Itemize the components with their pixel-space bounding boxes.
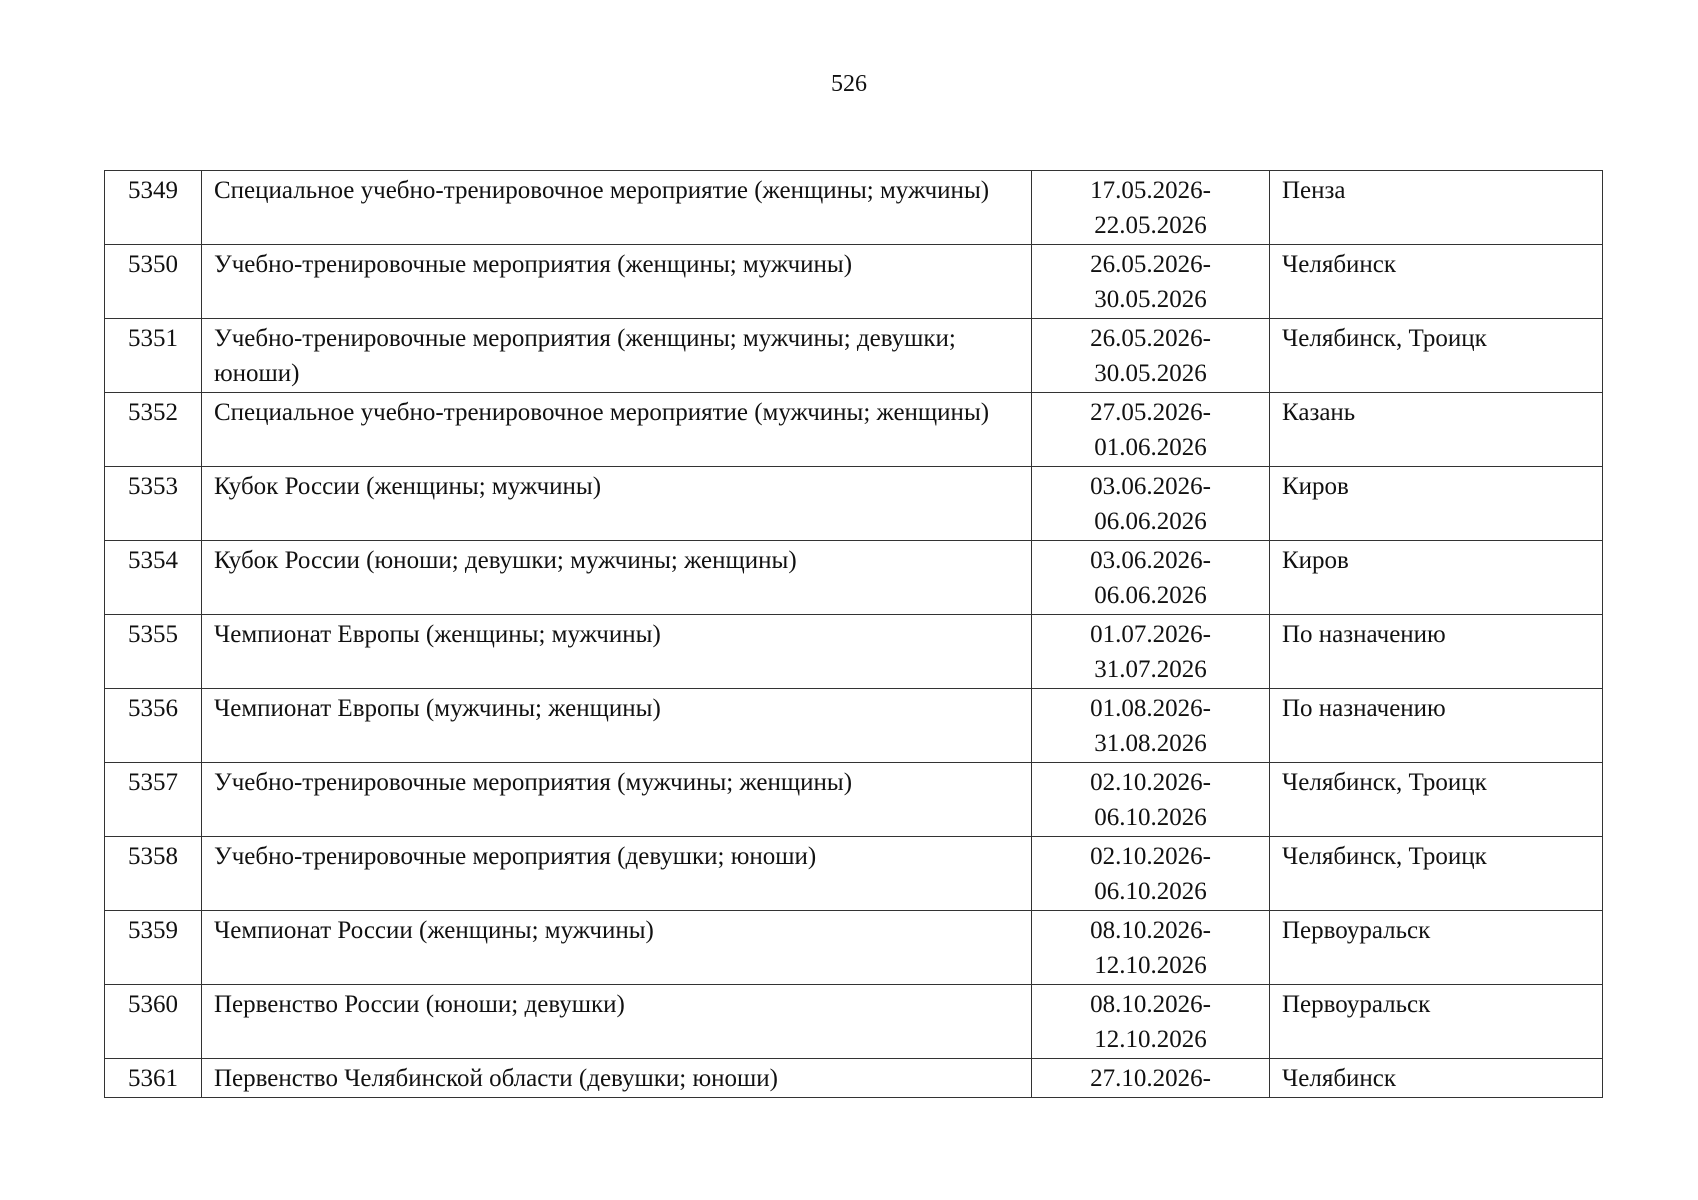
date-start: 26.05.2026- — [1090, 325, 1211, 352]
row-number: 5349 — [105, 171, 202, 245]
date-start: 02.10.2026- — [1090, 843, 1211, 870]
event-name: Учебно-тренировочные мероприятия (девушки; юноши) — [202, 837, 1032, 911]
date-start: 01.08.2026- — [1090, 695, 1211, 722]
event-dates — [1032, 393, 1270, 467]
date-end: 30.05.2026 — [1094, 360, 1207, 387]
event-name: Первенство Челябинской области (девушки; юноши) — [202, 1059, 1032, 1098]
event-dates — [1032, 615, 1270, 689]
event-place: По назначению — [1270, 615, 1603, 689]
event-place: Первоуральск — [1270, 911, 1603, 985]
date-start: 03.06.2026- — [1090, 473, 1211, 500]
date-end: 12.10.2026 — [1094, 952, 1207, 979]
table-row — [105, 837, 1603, 911]
table-row — [105, 763, 1603, 837]
row-number: 5354 — [105, 541, 202, 615]
event-dates — [1032, 1059, 1270, 1098]
row-number: 5356 — [105, 689, 202, 763]
event-dates — [1032, 837, 1270, 911]
date-end: 06.10.2026 — [1094, 878, 1207, 905]
row-number: 5351 — [105, 319, 202, 393]
row-number: 5352 — [105, 393, 202, 467]
event-place: По назначению — [1270, 689, 1603, 763]
events-table — [104, 170, 1603, 1098]
table-row — [105, 985, 1603, 1059]
event-dates — [1032, 763, 1270, 837]
date-end: 22.05.2026 — [1094, 212, 1207, 239]
event-place: Челябинск, Троицк — [1270, 837, 1603, 911]
date-start: 03.06.2026- — [1090, 547, 1211, 574]
table-row — [105, 1059, 1603, 1098]
date-start: 27.05.2026- — [1090, 399, 1211, 426]
date-start: 17.05.2026- — [1090, 177, 1211, 204]
page-number: 526 — [831, 71, 867, 97]
event-dates — [1032, 541, 1270, 615]
event-place: Челябинск — [1270, 1059, 1603, 1098]
row-number: 5355 — [105, 615, 202, 689]
event-dates — [1032, 911, 1270, 985]
table-row — [105, 541, 1603, 615]
event-place: Первоуральск — [1270, 985, 1603, 1059]
date-start: 27.10.2026- — [1090, 1065, 1211, 1092]
event-name: Учебно-тренировочные мероприятия (женщины; мужчины; девушки; юноши) — [202, 319, 1032, 393]
row-number: 5357 — [105, 763, 202, 837]
event-name: Чемпионат России (женщины; мужчины) — [202, 911, 1032, 985]
table-row — [105, 171, 1603, 245]
event-place: Пенза — [1270, 171, 1603, 245]
event-name: Учебно-тренировочные мероприятия (мужчины; женщины) — [202, 763, 1032, 837]
table-row — [105, 245, 1603, 319]
date-end: 01.06.2026 — [1094, 434, 1207, 461]
event-name: Чемпионат Европы (мужчины; женщины) — [202, 689, 1032, 763]
event-dates — [1032, 171, 1270, 245]
row-number: 5358 — [105, 837, 202, 911]
date-end: 31.08.2026 — [1094, 730, 1207, 757]
row-number: 5359 — [105, 911, 202, 985]
event-dates — [1032, 245, 1270, 319]
event-name: Специальное учебно-тренировочное мероприятие (мужчины; женщины) — [202, 393, 1032, 467]
row-number: 5361 — [105, 1059, 202, 1098]
row-number: 5360 — [105, 985, 202, 1059]
date-end: 06.06.2026 — [1094, 508, 1207, 535]
date-start: 26.05.2026- — [1090, 251, 1211, 278]
event-dates — [1032, 985, 1270, 1059]
event-name: Учебно-тренировочные мероприятия (женщины; мужчины) — [202, 245, 1032, 319]
table-row — [105, 615, 1603, 689]
event-place: Киров — [1270, 541, 1603, 615]
event-dates — [1032, 467, 1270, 541]
row-number: 5350 — [105, 245, 202, 319]
table-row — [105, 467, 1603, 541]
event-name: Специальное учебно-тренировочное мероприятие (женщины; мужчины) — [202, 171, 1032, 245]
event-place: Казань — [1270, 393, 1603, 467]
event-name: Кубок России (женщины; мужчины) — [202, 467, 1032, 541]
table-row — [105, 319, 1603, 393]
event-dates — [1032, 319, 1270, 393]
date-start: 08.10.2026- — [1090, 917, 1211, 944]
table-row — [105, 689, 1603, 763]
date-end: 31.07.2026 — [1094, 656, 1207, 683]
date-end: 30.05.2026 — [1094, 286, 1207, 313]
event-place: Челябинск, Троицк — [1270, 763, 1603, 837]
event-name: Первенство России (юноши; девушки) — [202, 985, 1032, 1059]
event-dates — [1032, 689, 1270, 763]
date-start: 01.07.2026- — [1090, 621, 1211, 648]
date-end: 06.10.2026 — [1094, 804, 1207, 831]
date-start: 02.10.2026- — [1090, 769, 1211, 796]
event-place: Челябинск, Троицк — [1270, 319, 1603, 393]
date-end: 12.10.2026 — [1094, 1026, 1207, 1053]
table-row — [105, 911, 1603, 985]
date-start: 08.10.2026- — [1090, 991, 1211, 1018]
event-name: Кубок России (юноши; девушки; мужчины; женщины) — [202, 541, 1032, 615]
table-row — [105, 393, 1603, 467]
event-place: Челябинск — [1270, 245, 1603, 319]
event-name: Чемпионат Европы (женщины; мужчины) — [202, 615, 1032, 689]
date-end: 06.06.2026 — [1094, 582, 1207, 609]
event-place: Киров — [1270, 467, 1603, 541]
row-number: 5353 — [105, 467, 202, 541]
